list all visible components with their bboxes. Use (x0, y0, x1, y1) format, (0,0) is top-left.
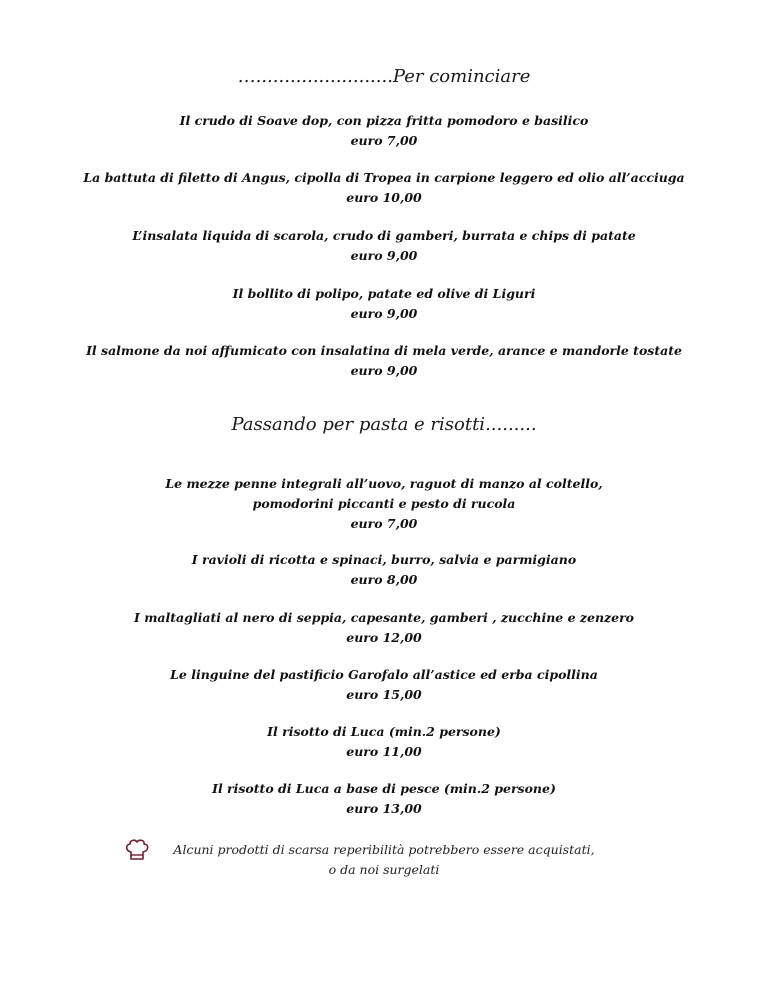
dish-price: euro 10,00 (346, 190, 422, 205)
menu-item (0, 550, 768, 590)
dish-price: euro 11,00 (346, 744, 422, 759)
menu-item (0, 779, 768, 819)
dish-name: Il bollito di polipo, patate ed olive di Liguri (232, 286, 536, 301)
dish-name: Il salmone da noi affumicato con insalatina di mela verde, arance e mandorle tostate (86, 343, 682, 358)
footnote (0, 840, 768, 880)
dish-name: Le linguine del pastificio Garofalo all’astice ed erba cipollina (170, 667, 598, 682)
footnote-line2: o da noi surgelati (328, 862, 440, 877)
menu-item (0, 341, 768, 381)
dish-name: La battuta di filetto di Angus, cipolla di Tropea in carpione leggero ed olio all’acciuga (83, 170, 685, 185)
menu-item (0, 722, 768, 762)
dish-price: euro 13,00 (346, 801, 422, 816)
dish-price: euro 15,00 (346, 687, 422, 702)
menu-item (0, 111, 768, 151)
dish-price: euro 7,00 (350, 516, 418, 531)
dish-name: Il crudo di Soave dop, con pizza fritta pomodoro e basilico (179, 113, 589, 128)
dish-name: I ravioli di ricotta e spinaci, burro, salvia e parmigiano (191, 552, 577, 567)
menu-item (0, 284, 768, 324)
dish-name-line2: pomodorini piccanti e pesto di rucola (252, 496, 516, 511)
section-title-primi: Passando per pasta e risotti......... (231, 414, 537, 435)
dish-name: Il risotto di Luca (min.2 persone) (267, 724, 501, 739)
dish-price: euro 8,00 (350, 572, 418, 587)
footnote-line1: Alcuni prodotti di scarsa reperibilità potrebbero essere acquistati, (173, 842, 595, 857)
menu-item (0, 665, 768, 705)
menu-item (0, 226, 768, 266)
menu-item (0, 474, 768, 534)
dish-price: euro 9,00 (350, 306, 418, 321)
dish-price: euro 12,00 (346, 630, 422, 645)
menu-item (0, 168, 768, 208)
dish-name: Il risotto di Luca a base di pesce (min.2 persone) (212, 781, 556, 796)
dish-name: L’insalata liquida di scarola, crudo di gamberi, burrata e chips di patate (132, 228, 636, 243)
dish-name: I maltagliati al nero di seppia, capesante, gamberi , zucchine e zenzero (134, 610, 634, 625)
menu-item (0, 608, 768, 648)
dish-name-line1: Le mezze penne integrali all’uovo, raguot di manzo al coltello, (165, 476, 603, 491)
dish-price: euro 9,00 (350, 248, 418, 263)
dish-price: euro 9,00 (350, 363, 418, 378)
section-title-antipasti: …........................Per cominciare (237, 66, 531, 87)
dish-price: euro 7,00 (350, 133, 418, 148)
